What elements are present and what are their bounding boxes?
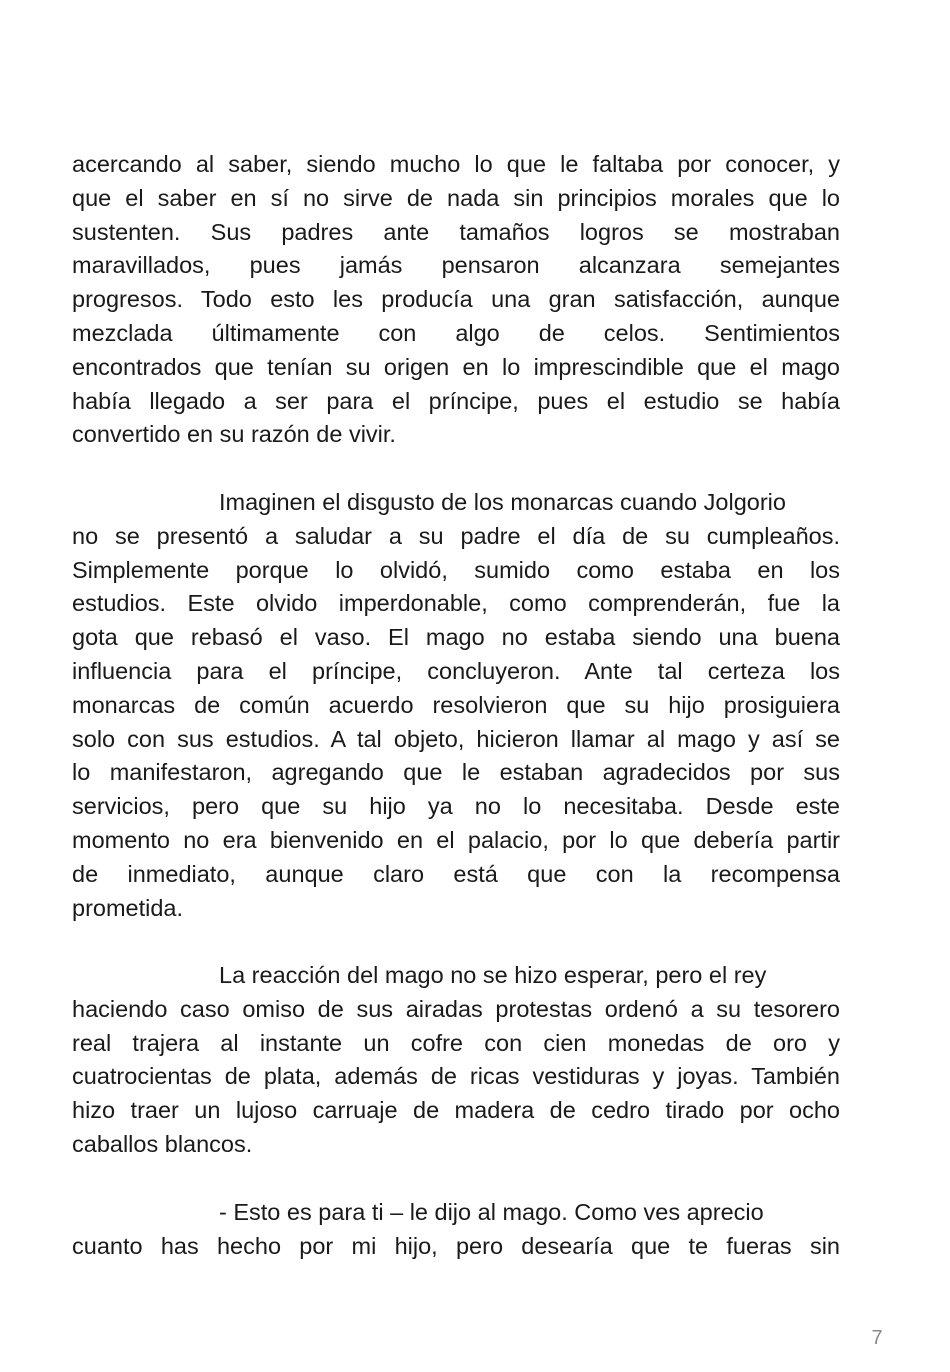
text-line: de inmediato, aunque claro está que con la recompensa — [72, 860, 840, 887]
text-line: lo manifestaron, agregando que le estaban agradecidos por sus — [72, 759, 840, 786]
paragraph-3 — [72, 959, 840, 1162]
text-line: sustenten. Sus padres ante tamaños logros se mostraban — [72, 218, 840, 245]
text-line-indented: - Esto es para ti – le dijo al mago. Como ves aprecio — [219, 1199, 764, 1225]
text-line: monarcas de común acuerdo resolvieron que su hijo prosiguiera — [72, 691, 840, 718]
paragraph-4 — [72, 1196, 840, 1264]
text-line-indented: Imaginen el disgusto de los monarcas cuando Jolgorio — [219, 489, 786, 515]
text-line: maravillados, pues jamás pensaron alcanzara semejantes — [72, 252, 840, 279]
text-line: progresos. Todo esto les producía una gran satisfacción, aunque — [72, 286, 840, 313]
text-line: momento no era bienvenido en el palacio, por lo que debería partir — [72, 826, 840, 853]
text-line-last: prometida. — [72, 894, 184, 921]
text-line: real trajera al instante un cofre con cien monedas de oro y — [72, 1029, 840, 1056]
text-line: mezclada últimamente con algo de celos. Sentimientos — [72, 319, 840, 346]
paragraph-2 — [72, 486, 840, 925]
text-line: había llegado a ser para el príncipe, pues el estudio se había — [72, 387, 840, 414]
text-line-last: caballos blancos. — [72, 1130, 253, 1157]
text-line: gota que rebasó el vaso. El mago no estaba siendo una buena — [72, 624, 840, 651]
page-number: 7 — [871, 1327, 883, 1349]
paragraph-1 — [72, 148, 840, 452]
text-line: no se presentó a saludar a su padre el día de su cumpleaños. — [72, 522, 840, 549]
text-line: solo con sus estudios. A tal objeto, hicieron llamar al mago y así se — [72, 725, 840, 752]
text-line: Simplemente porque lo olvidó, sumido como estaba en los — [72, 556, 840, 583]
text-line: encontrados que tenían su origen en lo imprescindible que el mago — [72, 353, 840, 380]
text-line-last: convertido en su razón de vivir. — [72, 421, 396, 448]
text-line: haciendo caso omiso de sus airadas protestas ordenó a su tesorero — [72, 995, 840, 1022]
text-line-indented: La reacción del mago no se hizo esperar, pero el rey — [219, 962, 767, 988]
text-line: acercando al saber, siendo mucho lo que le faltaba por conocer, y — [72, 151, 840, 177]
text-line: cuanto has hecho por mi hijo, pero desearía que te fueras sin — [72, 1232, 840, 1259]
text-line: estudios. Este olvido imperdonable, como comprenderán, fue la — [72, 590, 840, 617]
text-line: influencia para el príncipe, concluyeron. Ante tal certeza los — [72, 657, 840, 684]
text-line: servicios, pero que su hijo ya no lo necesitaba. Desde este — [72, 793, 840, 820]
text-line: hizo traer un lujoso carruaje de madera de cedro tirado por ocho — [72, 1097, 840, 1124]
text-line: cuatrocientas de plata, además de ricas vestiduras y joyas. También — [72, 1063, 840, 1090]
text-line: que el saber en sí no sirve de nada sin principios morales que lo — [72, 184, 840, 211]
